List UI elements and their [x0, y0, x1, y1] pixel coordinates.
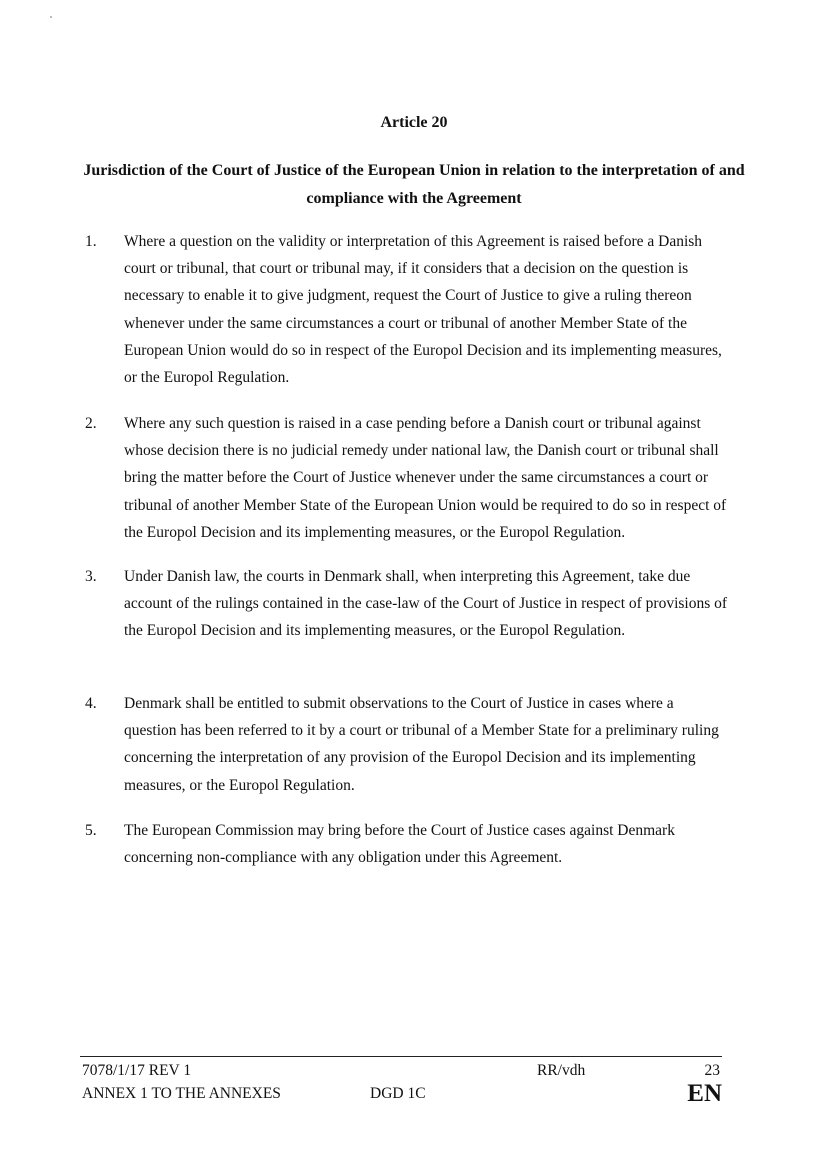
footer-initials: RR/vdh [537, 1062, 586, 1079]
paragraph-text: Where any such question is raised in a case pending before a Danish court or tribunal against whose decision there is no judicial remedy under national law, the Danish court or tribunal shall bring the matter before the Court of Justice whenever under the same circumstances a court or tribunal of another Member State of the European Union would be required to do so in respect of the Europol Decision and its implementing measures, or the Europol Regulation. [124, 415, 727, 541]
footer-annex: ANNEX 1 TO THE ANNEXES [82, 1085, 281, 1102]
paragraph-number: 2. [85, 415, 97, 432]
article-heading: Jurisdiction of the Court of Justice of the European Union in relation to the interpretation of and compliance with the Agreement [83, 162, 745, 207]
paragraph-text: Under Danish law, the courts in Denmark shall, when interpreting this Agreement, take due account of the rulings contained in the case-law of the Court of Justice in respect of provisions of the Europol Decision and its implementing measures, or the Europol Regulation. [124, 568, 728, 640]
footer-department: DGD 1C [370, 1085, 426, 1102]
paragraph-number: 4. [85, 695, 97, 712]
paragraph-number: 1. [85, 233, 97, 250]
footer-divider [80, 1056, 722, 1057]
paragraph-text: The European Commission may bring before the Court of Justice cases against Denmark concerning non-compliance with any obligation under this Agreement. [124, 822, 675, 867]
paragraph-number: 3. [85, 568, 97, 585]
article-title: Article 20 [380, 114, 448, 131]
footer-page-number: 23 [704, 1062, 720, 1079]
paragraph-number: 5. [85, 822, 97, 839]
footer-language: EN [687, 1080, 722, 1107]
paragraph-text: Where a question on the validity or interpretation of this Agreement is raised before a Danish court or tribunal, that court or tribunal may, if it considers that a decision on the question is necessary to enable it to give judgment, request the Court of Justice to give a ruling thereon whenever under the same circumstances a court or tribunal of another Member State of the European Union would do so in respect of the Europol Decision and its implementing measures, or the Europol Regulation. [124, 233, 722, 387]
footer-doc-number: 7078/1/17 REV 1 [82, 1062, 192, 1079]
scan-speck [50, 16, 52, 18]
paragraph-text: Denmark shall be entitled to submit observations to the Court of Justice in cases where a question has been referred to it by a court or tribunal of a Member State for a preliminary ruling concerning the interpretation of any provision of the Europol Decision and its implementing measures, or the Europol Regulation. [124, 695, 719, 794]
